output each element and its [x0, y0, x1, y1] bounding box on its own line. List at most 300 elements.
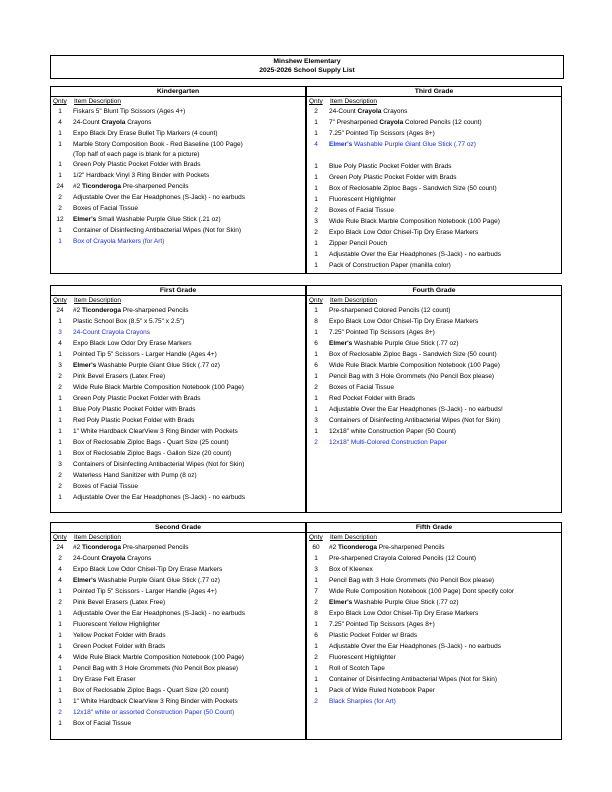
item-description: Box of Reclosable Ziploc Bags - Quart Size (20 count): [73, 687, 229, 694]
list-item: [51, 170, 305, 181]
list-item: [51, 192, 305, 203]
brand-name: Elmer's: [329, 340, 353, 347]
item-text-suffix: Crayons: [125, 119, 152, 126]
item-qty: 1: [58, 643, 62, 650]
item-qty: 1: [58, 720, 62, 727]
grade-box-second: [50, 522, 306, 740]
brand-name: Crayola: [101, 119, 126, 126]
item-text-prefix: #2: [73, 183, 83, 190]
list-item: [51, 106, 305, 117]
grade-box-fifth: [306, 522, 562, 740]
item-description: Adjustable Over the Ear Headphones (S-Jack) - no earbuds!: [329, 406, 503, 413]
list-item: [51, 707, 305, 718]
list-item: [307, 393, 561, 404]
list-item: [51, 117, 305, 128]
list-item: [51, 338, 305, 349]
item-qty: 2: [58, 709, 62, 716]
grade-title: Kindergarten: [51, 87, 305, 97]
item-text-suffix: Pre-sharpened Pencils: [120, 544, 189, 551]
list-item: [307, 586, 561, 597]
item-description: Red Pocket Folder with Brads: [329, 395, 415, 402]
list-item: [307, 305, 561, 316]
brand-name: Elmer's: [73, 577, 97, 584]
brand-name: Ticonderoga: [338, 544, 377, 551]
item-description: Yellow Pocket Folder with Brads: [73, 632, 166, 639]
list-item: [51, 393, 305, 404]
item-description: Box of Reclosable Ziploc Bags - Sandwich Size (50 count): [329, 185, 497, 192]
description-column-label: Item Description: [74, 98, 121, 105]
item-description: Container of Disinfecting Antibacterial Wipes (Not for Skin): [329, 676, 497, 683]
item-qty: 1: [314, 307, 318, 314]
item-text-prefix: 24-Count: [329, 108, 358, 115]
item-qty: 2: [58, 555, 62, 562]
list-item: [307, 608, 561, 619]
list-item: [51, 630, 305, 641]
item-description: Black Sharpies (for Art): [329, 698, 396, 705]
item-qty: 1: [314, 251, 318, 258]
item-qty: 2: [58, 472, 62, 479]
item-description: Wide Rule Composition Notebook (100 Page) Dont specify color: [329, 588, 514, 595]
list-item: [51, 652, 305, 663]
item-text-suffix: Colored Pencils (12 count): [403, 119, 482, 126]
item-description: Boxes of Facial Tissue: [73, 483, 139, 490]
brand-name: Elmer's: [329, 599, 353, 606]
item-description: Expo Black Low Odor Chisel-Tip Dry Erase Markers: [329, 318, 479, 325]
list-item: [51, 575, 305, 586]
brand-name: Ticonderoga: [82, 183, 121, 190]
item-qty: 2: [314, 229, 318, 236]
list-item: [51, 316, 305, 327]
item-qty: 2: [58, 384, 62, 391]
list-item: [307, 542, 561, 553]
list-item: [307, 415, 561, 426]
item-qty: 1: [58, 417, 62, 424]
item-description: [73, 215, 221, 225]
item-description: Pink Bevel Erasers (Latex Free): [73, 373, 166, 380]
item-description: 7.25" Pointed Tip Scissors (Ages 8+): [329, 621, 435, 628]
item-qty: 24: [56, 544, 64, 551]
item-description: Wide Rule Black Marble Composition Notebook (100 Page): [329, 218, 500, 225]
list-item: [51, 382, 305, 393]
list-item: [51, 481, 305, 492]
item-text-suffix: Washable Purple Glue Stick (.77 oz): [352, 599, 459, 606]
item-description: 12x18" white Construction Paper (50 Count): [329, 428, 456, 435]
item-qty: 4: [58, 577, 62, 584]
item-qty: 1: [58, 406, 62, 413]
list-item: [51, 553, 305, 564]
item-text-suffix: Small Washable Purple Glue Stick (.21 oz): [96, 216, 221, 223]
list-item: [51, 437, 305, 448]
brand-name: Ticonderoga: [82, 544, 121, 551]
list-item: [307, 553, 561, 564]
grade-title: First Grade: [51, 286, 305, 296]
item-qty: 8: [314, 318, 318, 325]
item-qty: 2: [314, 108, 318, 115]
item-qty: 1: [58, 108, 62, 115]
list-item: [307, 117, 561, 128]
item-description: 12x18" Multi-Colored Construction Paper: [329, 439, 447, 446]
item-qty: 1: [58, 610, 62, 617]
item-qty: 1: [58, 588, 62, 595]
item-description: Fiskars 5" Blunt Tip Scissors (Ages 4+): [73, 108, 186, 115]
item-description: [73, 182, 189, 192]
item-description: [73, 554, 151, 564]
list-item: [307, 674, 561, 685]
description-column-label: Item Description: [74, 297, 121, 304]
item-description: Expo Black Low Odor Chisel-Tip Dry Erase Markers: [329, 229, 479, 236]
item-list: [51, 106, 305, 247]
item-description: Pre-sharpened Colored Pencils (12 count): [329, 307, 451, 314]
item-description: Wide Rule Black Marble Composition Notebook (100 Page): [73, 654, 244, 661]
list-item: [51, 685, 305, 696]
item-qty: 2: [314, 207, 318, 214]
list-item: [307, 172, 561, 183]
list-item: [307, 139, 561, 150]
list-item: [307, 161, 561, 172]
item-description: Green Poly Plastic Pocket Folder with Brads: [73, 161, 201, 168]
column-header: [51, 97, 305, 106]
item-qty: 2: [58, 483, 62, 490]
item-description: Expo Black Dry Erase Bullet Tip Markers (4 count): [73, 130, 218, 137]
item-text-prefix: #2: [73, 544, 83, 551]
item-description: Dry Erase Felt Eraser: [73, 676, 136, 683]
grade-box-fourth: [306, 285, 562, 513]
item-description: Pencil Bag with 3 Hole Grommets (No Pencil Box please): [73, 665, 239, 672]
item-description: Box of Facial Tissue: [73, 720, 132, 727]
list-item: [307, 260, 561, 271]
item-description: [73, 306, 189, 316]
item-qty: 3: [314, 417, 318, 424]
list-item: [51, 203, 305, 214]
item-qty: 24: [56, 307, 64, 314]
item-qty: 2: [58, 194, 62, 201]
item-description: Blue Poly Plastic Pocket Folder with Brads: [329, 163, 452, 170]
item-list: [307, 106, 561, 271]
item-qty: 1: [58, 676, 62, 683]
item-qty: 1: [58, 621, 62, 628]
item-qty: 1: [314, 130, 318, 137]
qty-column-label: Qnty: [53, 297, 67, 304]
item-description: Marble Story Composition Book - Red Baseline (100 Page) (Top half of each page is blank for a picture): [73, 141, 243, 158]
list-item: [51, 371, 305, 382]
item-qty: 1: [314, 555, 318, 562]
list-item: [51, 542, 305, 553]
list-item: [307, 349, 561, 360]
item-qty: 1: [58, 428, 62, 435]
item-description: Pointed Tip 5" Scissors - Larger Handle (Ages 4+): [73, 351, 217, 358]
item-qty: 1: [314, 665, 318, 672]
item-qty: 1: [58, 450, 62, 457]
item-text-prefix: #2: [329, 544, 339, 551]
list-item: [307, 360, 561, 371]
item-description: Waterless Hand Sanitizer with Pump (8 oz): [73, 472, 197, 479]
grade-box-kindergarten: [50, 86, 306, 274]
item-description: Adjustable Over the Ear Headphones (S-Jack) - no earbuds: [73, 610, 245, 617]
qty-column-label: Qnty: [309, 297, 323, 304]
item-qty: 60: [312, 544, 320, 551]
grade-title: Second Grade: [51, 523, 305, 533]
list-item: [51, 128, 305, 139]
item-description: Expo Black Low Odor Dry Erase Markers: [73, 340, 192, 347]
item-text-suffix: Washable Purple Giant Glue Stick (.77 oz): [352, 141, 476, 148]
item-qty: 4: [58, 340, 62, 347]
item-list: [51, 542, 305, 729]
item-description: [329, 543, 445, 553]
school-name: Minshew Elementary: [273, 58, 341, 65]
item-description: [73, 118, 151, 128]
item-qty: 1: [58, 141, 62, 148]
item-list: [307, 305, 561, 448]
list-item: [51, 448, 305, 459]
item-description: Box of Kleenex: [329, 566, 373, 573]
item-description: Box of Crayola Markers (for Art): [73, 238, 165, 245]
list-item: [307, 205, 561, 216]
item-qty: 2: [58, 205, 62, 212]
list-item: [307, 652, 561, 663]
item-qty: 1: [314, 687, 318, 694]
item-qty: 24: [56, 183, 64, 190]
item-text-suffix: Pre-sharpened Pencils: [120, 183, 189, 190]
brand-name: Elmer's: [73, 216, 97, 223]
qty-column-label: Qnty: [53, 534, 67, 541]
item-text-suffix: Washable Purple Glue Stick (.77 oz): [352, 340, 459, 347]
item-qty: 1: [314, 163, 318, 170]
item-qty: 6: [314, 632, 318, 639]
item-description: Roll of Scotch Tape: [329, 665, 385, 672]
item-description: Box of Reclosable Ziploc Bags - Sandwich Size (50 count): [329, 351, 497, 358]
description-column-label: Item Description: [330, 534, 377, 541]
list-item: [307, 437, 561, 448]
column-header: [51, 533, 305, 542]
item-qty: 1: [314, 395, 318, 402]
list-item: [307, 564, 561, 575]
item-qty: 1: [58, 172, 62, 179]
item-list: [51, 305, 305, 503]
item-description: Box of Reclosable Ziploc Bags - Gallon Size (20 count): [73, 450, 232, 457]
item-qty: 4: [314, 141, 318, 148]
item-qty: 3: [58, 329, 62, 336]
list-item: [51, 426, 305, 437]
item-text-prefix: 7" Presharpened: [329, 119, 380, 126]
brand-name: Elmer's: [329, 141, 353, 148]
item-description: 12x18" white or assorted Construction Paper (50 Count): [73, 709, 235, 716]
item-qty: 3: [58, 362, 62, 369]
description-column-label: Item Description: [330, 297, 377, 304]
item-qty: 1: [314, 119, 318, 126]
list-item: [51, 564, 305, 575]
column-header: [51, 296, 305, 305]
list-item: [307, 663, 561, 674]
list-item: [51, 327, 305, 338]
column-header: [307, 533, 561, 542]
list-item: [307, 404, 561, 415]
list-item: [51, 459, 305, 470]
qty-column-label: Qnty: [309, 534, 323, 541]
item-description: Boxes of Facial Tissue: [329, 384, 395, 391]
list-item: [307, 316, 561, 327]
list-item: [307, 194, 561, 205]
item-text-prefix: 24-Count: [73, 555, 102, 562]
item-list: [307, 542, 561, 707]
item-description: [329, 107, 407, 117]
item-description: [329, 118, 482, 128]
item-qty: 3: [314, 566, 318, 573]
item-description: [73, 543, 189, 553]
item-description: Box of Reclosable Ziploc Bags - Quart Size (25 count): [73, 439, 229, 446]
item-description: Boxes of Facial Tissue: [329, 207, 395, 214]
item-qty: 1: [314, 621, 318, 628]
item-description: Containers of Disinfecting Antibacterial Wipes (Not for Skin): [73, 461, 245, 468]
item-qty: 1: [314, 676, 318, 683]
item-qty: 6: [314, 340, 318, 347]
column-header: [307, 97, 561, 106]
list-item: [307, 641, 561, 652]
list-item: [307, 696, 561, 707]
item-qty: 1: [314, 240, 318, 247]
item-qty: 6: [314, 362, 318, 369]
item-qty: 8: [314, 610, 318, 617]
brand-name: Ticonderoga: [82, 307, 121, 314]
item-qty: 12: [56, 216, 64, 223]
item-description: 1" White Hardback ClearView 3 Ring Binder with Pockets: [73, 428, 238, 435]
item-text-suffix: Crayons: [125, 555, 152, 562]
item-text-prefix: #2: [73, 307, 83, 314]
list-item: [51, 608, 305, 619]
list-item: [307, 426, 561, 437]
item-description: Fluorescent Yellow Highlighter: [73, 621, 161, 628]
item-description: Container of Disinfecting Antibacterial Wipes (Not for Skin): [73, 227, 241, 234]
list-item: [51, 674, 305, 685]
description-column-label: Item Description: [330, 98, 377, 105]
item-qty: 1: [58, 439, 62, 446]
item-text-suffix: Pre-sharpened Pencils: [376, 544, 445, 551]
item-qty: 1: [58, 227, 62, 234]
item-description: [73, 361, 220, 371]
list-item: [51, 181, 305, 192]
list-item: [51, 360, 305, 371]
list-title: 2025-2026 School Supply List: [259, 67, 355, 74]
item-qty: 2: [58, 373, 62, 380]
item-description: Pencil Bag with 3 Hole Grommets (No Pencil Box please): [329, 577, 495, 584]
list-item: [51, 404, 305, 415]
item-qty: 4: [58, 119, 62, 126]
list-item: [307, 238, 561, 249]
item-qty: 3: [58, 461, 62, 468]
item-description: 7.25" Pointed Tip Scissors (Ages 8+): [329, 130, 435, 137]
list-item: [307, 575, 561, 586]
item-description: Pre-sharpened Crayola Colored Pencils (12 Count): [329, 555, 477, 562]
item-qty: 7: [314, 588, 318, 595]
item-qty: 1: [58, 494, 62, 501]
description-column-label: Item Description: [74, 534, 121, 541]
item-qty: 1: [314, 262, 318, 269]
item-qty: 1: [58, 665, 62, 672]
item-description: Plastic Pocket Folder w/ Brads: [329, 632, 418, 639]
item-qty: 1: [314, 577, 318, 584]
list-item: [307, 227, 561, 238]
list-item: [307, 327, 561, 338]
item-qty: 2: [314, 654, 318, 661]
item-description: 7.25" Pointed Tip Scissors (Ages 8+): [329, 329, 435, 336]
item-description: Green Poly Plastic Pocket Folder with Brads: [329, 174, 457, 181]
item-qty: 2: [314, 698, 318, 705]
item-description: Pointed Tip 5" Scissors - Larger Handle (Ages 4+): [73, 588, 217, 595]
item-qty: 1: [314, 185, 318, 192]
item-qty: 1: [58, 687, 62, 694]
item-description: [329, 598, 459, 608]
item-description: [73, 576, 220, 586]
brand-name: Elmer's: [73, 362, 97, 369]
grade-title: Fourth Grade: [307, 286, 561, 296]
item-description: Plastic School Box (8.5" x 5.75" x 2.5"): [73, 318, 185, 325]
list-item: [307, 106, 561, 117]
grade-title: Third Grade: [307, 87, 561, 97]
item-description: Pack of Construction Paper (manilla color): [329, 262, 451, 269]
list-item: [51, 597, 305, 608]
item-description: Containers of Disinfecting Antibacterial Wipes (Not for Skin): [329, 417, 501, 424]
item-qty: 1: [58, 698, 62, 705]
list-item: [51, 159, 305, 170]
list-item: [51, 641, 305, 652]
item-qty: 1: [314, 373, 318, 380]
item-description: Green Poly Plastic Pocket Folder with Brads: [73, 395, 201, 402]
item-text-prefix: 24-Count: [73, 119, 102, 126]
grade-box-first: [50, 285, 306, 513]
list-item: [51, 492, 305, 503]
item-description: Pencil Bag with 3 Hole Grommets (No Pencil Box please): [329, 373, 495, 380]
grade-title: Fifth Grade: [307, 523, 561, 533]
item-qty: 1: [58, 161, 62, 168]
list-item: [51, 349, 305, 360]
item-description: Fluorescent Highlighter: [329, 654, 396, 661]
item-qty: 1: [58, 351, 62, 358]
item-description: Adjustable Over the Ear Headphones (S-Jack) - no earbuds: [329, 643, 501, 650]
item-qty: 2: [314, 384, 318, 391]
list-item: [51, 305, 305, 316]
item-description: Fluorescent Highlighter: [329, 196, 396, 203]
item-description: Adjustable Over the Ear Headphones (S-Jack) - no earbuds: [73, 494, 245, 501]
item-description: [329, 140, 476, 150]
qty-column-label: Qnty: [309, 98, 323, 105]
item-text-suffix: Pre-sharpened Pencils: [120, 307, 189, 314]
item-description: Expo Black Low Odor Chisel-Tip Dry Erase Markers: [73, 566, 223, 573]
list-item: [307, 630, 561, 641]
item-description: Green Pocket Folder with Brads: [73, 643, 166, 650]
item-qty: 4: [58, 654, 62, 661]
grade-box-third: [306, 86, 562, 274]
item-description: 1/2" Hardback Vinyl 3 Ring Binder with Pockets: [73, 172, 210, 179]
item-description: Expo Black Low Odor Chisel-Tip Dry Erase Markers: [329, 610, 479, 617]
item-description: Wide Rule Black Marble Composition Notebook (100 Page): [73, 384, 244, 391]
item-description: Pack of Wide Ruled Notebook Paper: [329, 687, 435, 694]
item-qty: 1: [314, 351, 318, 358]
item-description: [329, 339, 459, 349]
item-qty: 1: [58, 632, 62, 639]
list-item: [51, 139, 305, 159]
item-description: Wide Rule Black Marble Composition Notebook (100 Page): [329, 362, 500, 369]
item-qty: 1: [58, 395, 62, 402]
list-item: [307, 249, 561, 260]
item-qty: 3: [314, 218, 318, 225]
item-qty: 4: [58, 566, 62, 573]
list-item: [51, 225, 305, 236]
item-qty: 1: [58, 238, 62, 245]
qty-column-label: Qnty: [53, 98, 67, 105]
column-header: [307, 296, 561, 305]
item-description: Red Poly Plastic Pocket Folder with Brads: [73, 417, 195, 424]
list-item: [307, 685, 561, 696]
item-qty: 1: [314, 406, 318, 413]
